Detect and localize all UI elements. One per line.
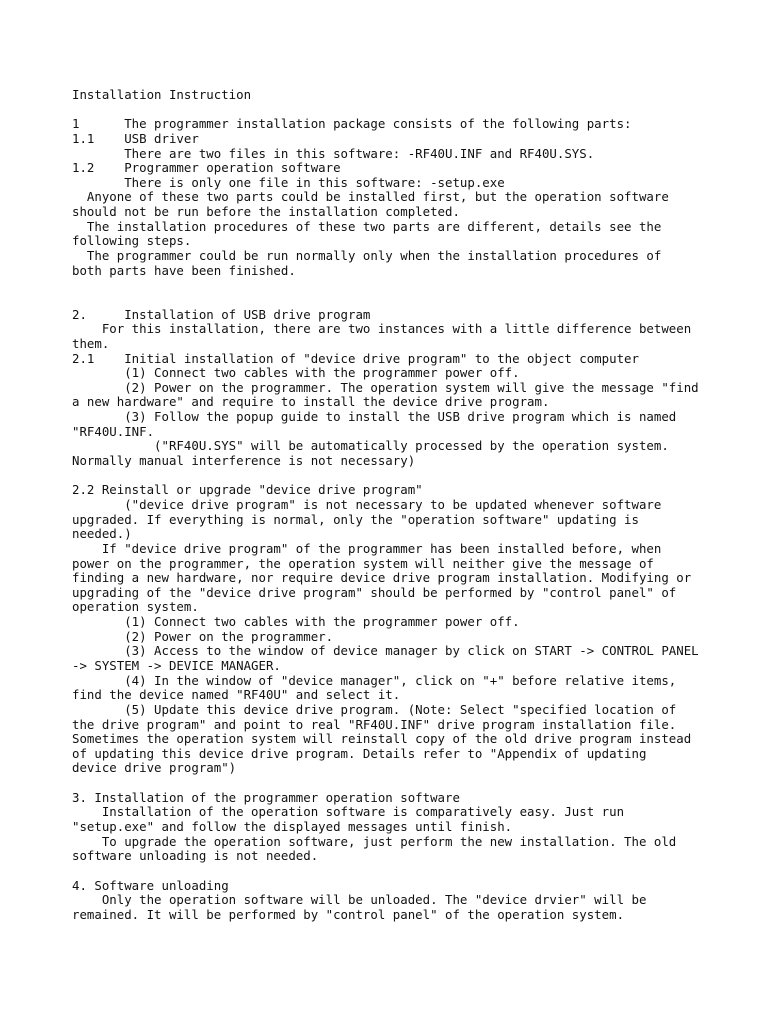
document-line: (3) Follow the popup guide to install the USB drive program which is named <box>72 409 677 425</box>
document-line: needed.) <box>72 526 132 542</box>
document-line: 3. Installation of the programmer operation software <box>72 789 460 805</box>
document-line: (3) Access to the window of device manager by click on START -> CONTROL PANEL <box>72 643 699 659</box>
document-line: ("device drive program" is not necessary to be updated whenever software <box>72 496 662 512</box>
document-line: find the device named "RF40U" and select it. <box>72 687 401 703</box>
document-line: both parts have been finished. <box>72 262 296 278</box>
document-line: 1.1 USB driver <box>72 130 199 146</box>
document-line: 2.1 Initial installation of "device drive program" to the object computer <box>72 350 639 366</box>
document-line: The programmer could be run normally only when the installation procedures of <box>72 248 662 264</box>
document-line: a new hardware" and require to install the device drive program. <box>72 394 550 410</box>
document-line: following steps. <box>72 233 192 249</box>
document-line: "setup.exe" and follow the displayed messages until finish. <box>72 819 513 835</box>
document-line <box>72 103 699 118</box>
document-line: 4. Software unloading <box>72 877 229 893</box>
document-line: Installation of the operation software is comparatively easy. Just run <box>72 804 625 820</box>
document-line: Sometimes the operation system will reinstall copy of the old drive program instead <box>72 731 692 747</box>
document-line: upgraded. If everything is normal, only the "operation software" updating is <box>72 511 639 527</box>
document-line <box>72 864 699 879</box>
document-line: (5) Update this device drive program. (Note: Select "specified location of <box>72 701 677 717</box>
document-line: device drive program") <box>72 760 237 776</box>
document-line: There are two files in this software: -RF40U.INF and RF40U.SYS. <box>72 145 595 161</box>
document-line: -> SYSTEM -> DEVICE MANAGER. <box>72 657 281 673</box>
document-line: (2) Power on the programmer. <box>72 628 334 644</box>
document-line: To upgrade the operation software, just perform the new installation. The old <box>72 833 677 849</box>
document-line: software unloading is not needed. <box>72 848 319 864</box>
document-line: 1 The programmer installation package consists of the following parts: <box>72 116 632 132</box>
document-line: (1) Connect two cables with the programmer power off. <box>72 365 520 381</box>
document-line <box>72 469 699 484</box>
document-line <box>72 293 699 308</box>
document-line: 1.2 Programmer operation software <box>72 160 341 176</box>
document-body-text <box>72 88 699 923</box>
document-line: If "device drive program" of the programmer has been installed before, when <box>72 540 662 556</box>
document-line: (1) Connect two cables with the programmer power off. <box>72 614 520 630</box>
document-line: finding a new hardware, nor require device drive program installation. Modifying or <box>72 570 692 586</box>
document-line <box>72 278 699 293</box>
document-line: remained. It will be performed by "control panel" of the operation system. <box>72 906 625 922</box>
document-line: 2. Installation of USB drive program <box>72 306 371 322</box>
document-line: operation system. <box>72 599 199 615</box>
document-line: Anyone of these two parts could be installed first, but the operation software <box>72 189 669 205</box>
document-line: (4) In the window of "device manager", click on "+" before relative items, <box>72 672 677 688</box>
document-line: For this installation, there are two instances with a little difference between <box>72 321 692 337</box>
document-line: There is only one file in this software: -setup.exe <box>72 174 505 190</box>
document-line: Installation Instruction <box>72 87 252 102</box>
document-line: Only the operation software will be unloaded. The "device drvier" will be <box>72 892 647 908</box>
document-line: "RF40U.INF. <box>72 423 155 439</box>
document-line: (2) Power on the programmer. The operation system will give the message "find <box>72 379 699 395</box>
document-line: them. <box>72 335 110 351</box>
document-line: The installation procedures of these two parts are different, details see the <box>72 218 662 234</box>
document-line: Normally manual interference is not necessary) <box>72 453 416 469</box>
document-line: of updating this device drive program. Details refer to "Appendix of updating <box>72 745 647 761</box>
document-line: should not be run before the installation completed. <box>72 204 460 220</box>
document-line: upgrading of the "device drive program" should be performed by "control panel" of <box>72 584 677 600</box>
document-line <box>72 776 699 791</box>
document-line: the drive program" and point to real "RF40U.INF" drive program installation file. <box>72 716 677 732</box>
document-line: 2.2 Reinstall or upgrade "device drive program" <box>72 482 423 498</box>
document-line: power on the programmer, the operation system will neither give the message of <box>72 555 654 571</box>
document-line: ("RF40U.SYS" will be automatically processed by the operation system. <box>72 438 669 454</box>
